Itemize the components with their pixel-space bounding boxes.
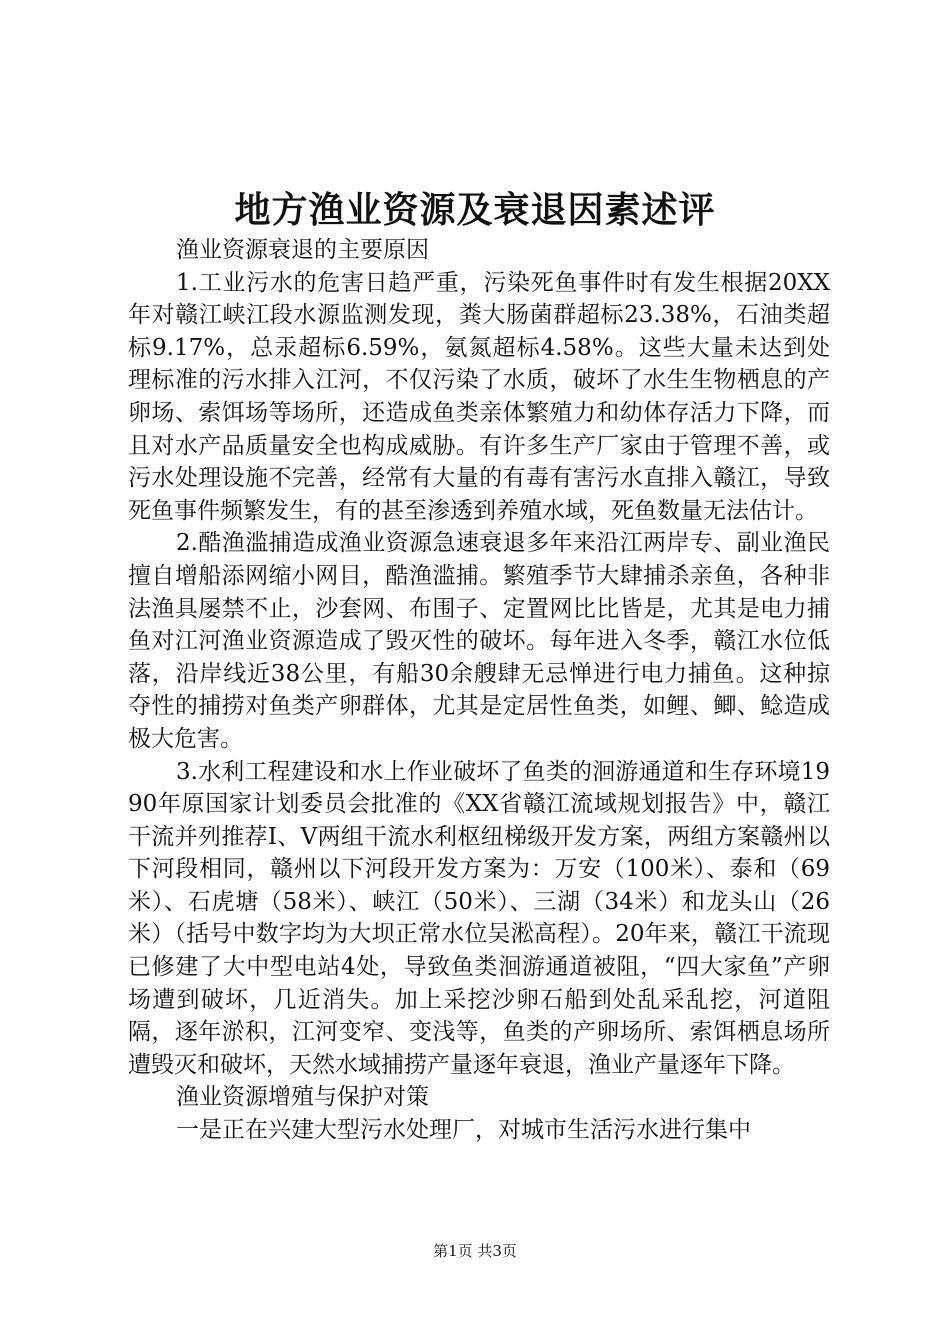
section-heading-causes: 渔业资源衰退的主要原因 — [176, 237, 429, 263]
paragraph-industrial-sewage: 1.工业污水的危害日趋严重，污染死鱼事件时有发生根据20XX年对赣江峡江段水源监测发现，粪大肠菌群超标23.38%，石油类超标9.17%，总汞超标6.59%，氨氮超标4.58%。这些大量未达到处理标准的污水排入江河，不仅污染了水质，破坏了水生生物栖息的产卵场、索饵场等场所，还造成鱼类亲体繁殖力和幼体存活力下降，而且对水产品质量安全也构成威胁。有许多生产厂家由于管理不善，或污水处理设施不完善，经常有大量的有毒有害污水直排入赣江，导致死鱼事件频繁发生，有的甚至渗透到养殖水域，死鱼数量无法估计。 — [128, 269, 830, 524]
paragraph-overfishing: 2.酷渔滥捕造成渔业资源急速衰退多年来沿江两岸专、副业渔民擅自增船添网缩小网目，酷渔滥捕。繁殖季节大肆捕杀亲鱼，各种非法渔具屡禁不止，沙套网、布围子、定置网比比皆是，尤其是电力捕鱼对江河渔业资源造成了毁灭性的破坏。每年进入冬季，赣江水位低落，沿岸线近38公里，有船30余艘肆无忌惮进行电力捕鱼。这种掠夺性的捕捞对鱼类产卵群体，尤其是定居性鱼类，如鲤、鲫、鲶造成极大危害。 — [128, 530, 830, 752]
document-title: 地方渔业资源及衰退因素述评 — [234, 189, 716, 231]
page-footer: 第1页 共3页 — [433, 1242, 517, 1260]
paragraph-water-projects: 3.水利工程建设和水上作业破坏了鱼类的洄游通道和生存环境1990年原国家计划委员会批准的《XX省赣江流域规划报告》中，赣江干流并列推荐Ⅰ、Ⅴ两组干流水利枢纽梯级开发方案，两组方案赣州以下河段相同，赣州以下河段开发方案为：万安（100米）、泰和（69米）、石虎塘（58米）、峡江（50米）、三湖（34米）和龙头山（26米）（括号中数字均为大坝正常水位吴淞高程）。20年来，赣江干流现已修建了大中型电站4处，导致鱼类洄游通道被阻，“四大家鱼”产卵场遭到破坏，几近消失。加上采挖沙卵石船到处乱采乱挖，河道阻隔，逐年淤积，江河变窄、变浅等，鱼类的产卵场所、索饵栖息场所遭毁灭和破坏，天然水域捕捞产量逐年衰退，渔业产量逐年下降。 — [128, 758, 830, 1078]
section-heading-countermeasures: 渔业资源增殖与保护对策 — [176, 1084, 429, 1111]
document-body — [128, 234, 830, 1147]
paragraph-sewage-plant: 一是正在兴建大型污水处理厂，对城市生活污水进行集中 — [176, 1117, 751, 1144]
